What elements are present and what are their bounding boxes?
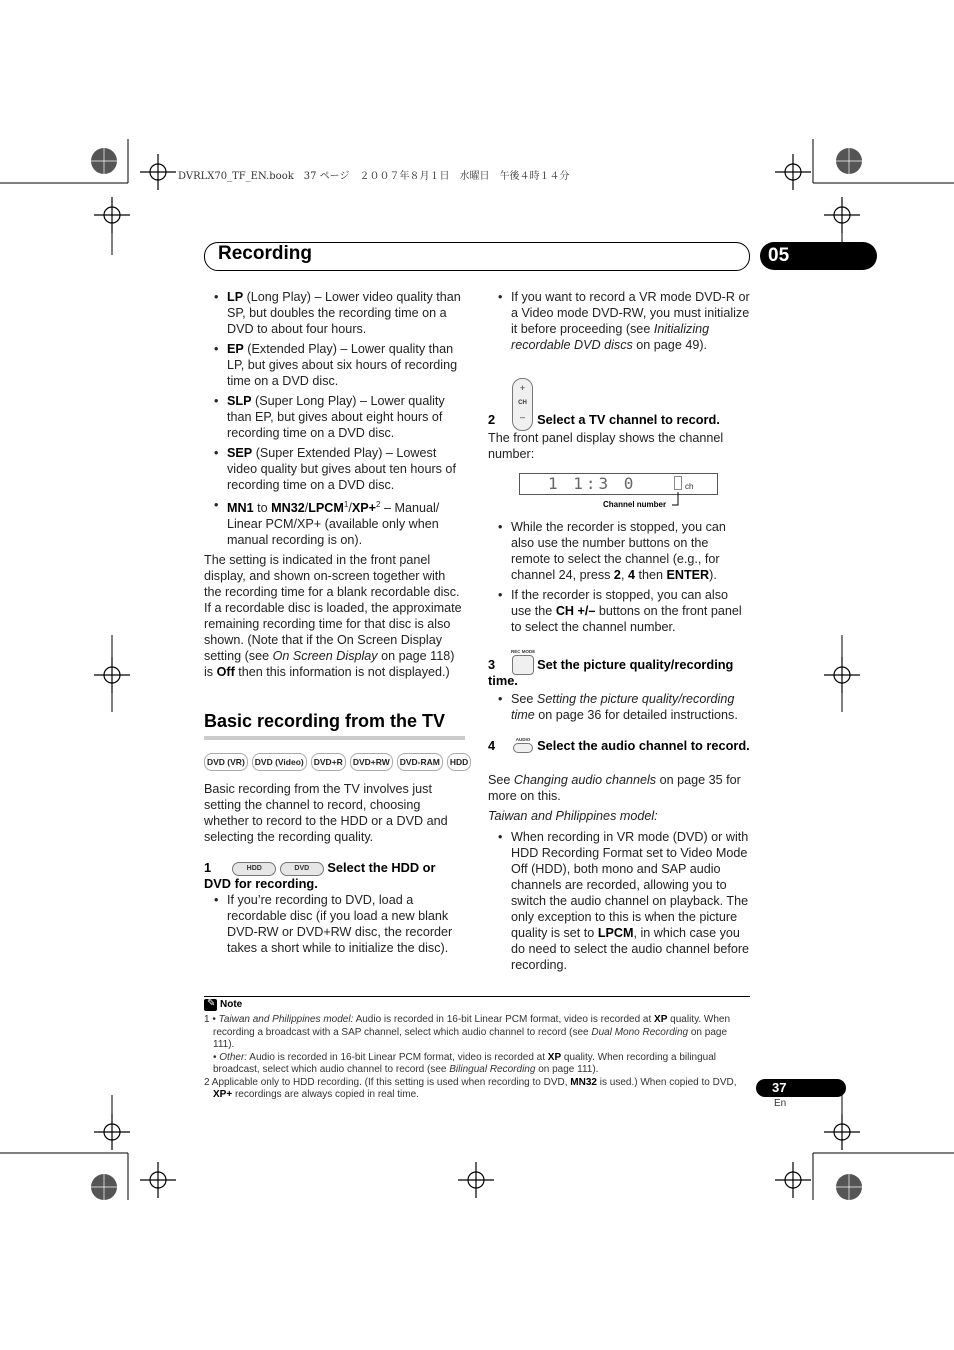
step-2-notes <box>488 519 750 639</box>
note-icon: ✎ <box>204 999 217 1011</box>
list-item: • If the recorder is stopped, you can also use the CH +/– buttons on the front panel to select the channel number. <box>488 587 750 635</box>
step-4-text: See Changing audio channels on page 35 for more on this. <box>488 773 741 803</box>
format-dvd-video-icon: DVD (Video) <box>252 753 307 771</box>
section-heading: Basic recording from the TV <box>204 711 446 731</box>
step-3: 3 Set the picture quality/recording time. <box>488 657 734 688</box>
quality-list <box>204 289 466 548</box>
page-number: 37 <box>772 1080 787 1095</box>
step-1-note <box>204 892 466 960</box>
display-channel-digit <box>674 476 682 490</box>
chapter-number: 05 <box>768 245 790 266</box>
list-item: • SLP (Super Long Play) – Lower quality than EP, but gives about eight hours of recording time on a DVD disc. <box>204 393 466 441</box>
channel-number-caption: Channel number <box>603 500 667 509</box>
note-label: Note <box>220 999 243 1010</box>
footnote-1a: 1 • Taiwan and Philippines model: Audio is recorded in 16-bit Linear PCM format, video is recorded at XP quality. When recording a broadcast with a SAP channel, select which audio channel to record (see Dual Mono Recording on page 111). <box>204 1014 731 1050</box>
format-dvd-plus-r-icon: DVD+R <box>311 753 346 771</box>
footnote-2: 2 Applicable only to HDD recording. (If this setting is used when recording to DVD, MN32 is used.) When copied to DVD, XP+ recordings are always copied in real time. <box>204 1076 737 1100</box>
intro-paragraph: Basic recording from the TV involves just setting the channel to record, choosing whether to record to the HDD or a DVD and selecting the recording quality. <box>204 782 448 844</box>
print-header: DVRLX70_TF_EN.book 37 ページ ２００７年８月１日 水曜日 午後４時１４分 <box>178 171 570 182</box>
initialize-note <box>488 289 750 357</box>
dvd-button-icon: DVD <box>280 862 324 876</box>
format-dvd-vr-icon: DVD (VR) <box>204 753 248 771</box>
list-item: • LP (Long Play) – Lower video quality than SP, but doubles the recording time on a DVD to about four hours. <box>204 289 466 337</box>
chapter-tab <box>760 242 877 270</box>
footnotes <box>204 1014 750 1102</box>
list-item: • When recording in VR mode (DVD) or with HDD Recording Format set to Video Mode Off (HDD), both mono and SAP audio channels are recorded, allowing you to switch the audio channel on playback. The only exception to this is when the picture quality is set to LPCM, in which case you do need to select the audio channel before recording. <box>488 829 750 973</box>
taiwan-model-label: Taiwan and Philippines model: <box>488 809 658 823</box>
list-item: • MN1 to $MN32/LPCM^1/XP+^2$ – Manual/ Linear PCM/XP+ (available only when manual recording is on). <box>204 497 466 548</box>
heading-rule <box>204 736 465 740</box>
page-language: En <box>774 1098 787 1109</box>
list-item: • EP (Extended Play) – Lower quality than LP, but gives about six hours of recording time on a DVD disc. <box>204 341 466 389</box>
section-title: Recording <box>218 243 312 264</box>
step-2: 2 Select a TV channel to record. <box>488 412 720 427</box>
list-item: • See Setting the picture quality/recording time on page 36 for detailed instructions. <box>488 691 753 723</box>
display-digits: 1 1:3 0 <box>548 474 637 493</box>
step-1: 1 HDD DVD Select the HDD or DVD for recording. <box>204 860 436 891</box>
step-2-text: The front panel display shows the channel number: <box>488 431 724 461</box>
note-rule <box>204 996 750 997</box>
hdd-button-icon: HDD <box>232 862 276 876</box>
format-icons <box>204 752 475 771</box>
footnote-1b: • Other: Audio is recorded in 16-bit Linear PCM format, video is recorded at XP quality. When recording a bilingual broadcast, select which audio channel to record (see Bilingual Recording on page 111). <box>213 1051 717 1075</box>
format-dvd-ram-icon: DVD-RAM <box>397 753 443 771</box>
page-number-tab <box>756 1079 846 1097</box>
step-3-note <box>488 691 753 727</box>
list-item: • SEP (Super Extended Play) – Lowest video quality but gives about ten hours of recording time on a DVD disc. <box>204 445 466 493</box>
format-hdd-icon: HDD <box>447 753 471 771</box>
step-4: 4 Select the audio channel to record. <box>488 738 750 753</box>
display-paragraph: The setting is indicated in the front panel display, and shown on-screen together with the recording time for a blank recordable disc. If a recordable disc is loaded, the approximate remaining recording time for that disc is also shown. (Note that if the On Screen Display setting (see On Screen Display on page 118) is Off then this information is not displayed.) <box>204 553 462 680</box>
ch-button-icon: + CH – <box>512 378 533 431</box>
list-item: • If you’re recording to DVD, load a recordable disc (if you load a new blank DVD-RW or DVD+RW disc, the recorder takes a short while to initialize the disc). <box>204 892 466 956</box>
audio-button-icon: AUDIO <box>513 737 533 757</box>
rec-mode-button-icon: REC MODE <box>511 649 535 675</box>
list-item: • While the recorder is stopped, you can also use the number buttons on the remote to select the channel (e.g., for channel 24, press 2, 4 then ENTER). <box>488 519 750 583</box>
left-column <box>204 289 466 680</box>
list-item: • If you want to record a VR mode DVD-R or a Video mode DVD-RW, you must initialize it before proceeding (see Initializing recordable DVD discs on page 49). <box>488 289 750 353</box>
display-ch-label: ch <box>685 482 694 491</box>
taiwan-model-note <box>488 829 750 977</box>
format-dvd-plus-rw-icon: DVD+RW <box>350 753 393 771</box>
